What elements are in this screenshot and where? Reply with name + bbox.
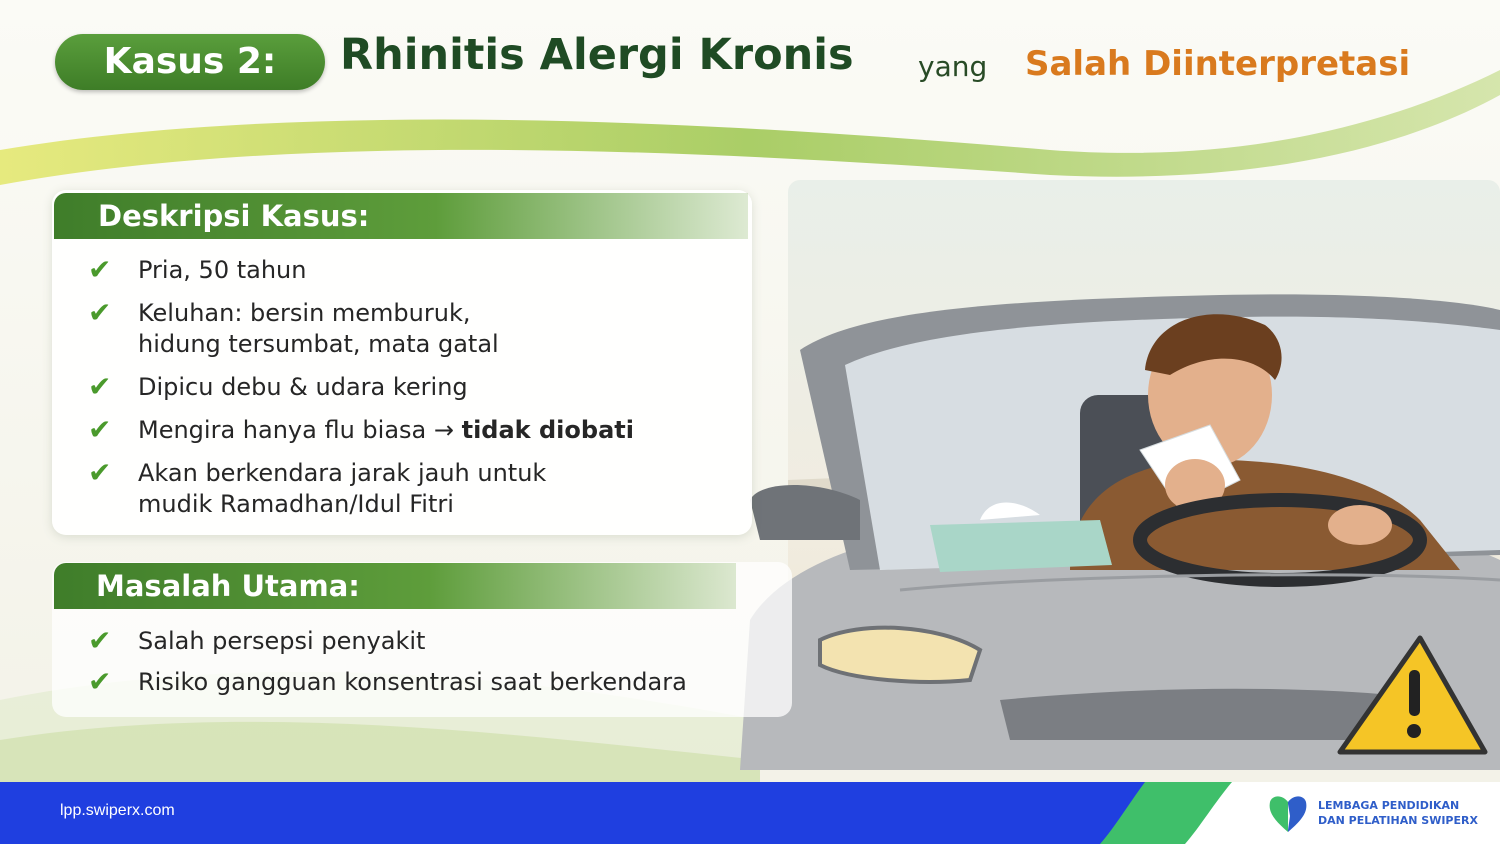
logo-text <box>1318 798 1478 828</box>
list-item <box>88 458 748 520</box>
title-accent: Salah Diinterpretasi <box>1025 44 1411 84</box>
check-icon: ✔ <box>88 370 112 403</box>
list-item <box>88 372 748 403</box>
logo-icon <box>1268 792 1308 834</box>
list-item-line: Risiko gangguan konsentrasi saat berkendara <box>138 668 687 696</box>
list-item <box>88 415 748 446</box>
driver-sneezing-illustration <box>740 180 1500 770</box>
organization-logo <box>1268 792 1488 836</box>
list-item <box>88 667 808 698</box>
list-item-line: Salah persepsi penyakit <box>138 627 426 655</box>
problem-heading: Masalah Utama: <box>54 563 736 609</box>
list-item-line <box>138 415 748 446</box>
list-item-line: Keluhan: bersin memburuk, <box>138 299 471 327</box>
check-icon: ✔ <box>88 456 112 489</box>
list-item <box>88 255 748 286</box>
description-list <box>88 255 748 532</box>
list-item-text: Mengira hanya flu biasa → <box>138 416 462 444</box>
list-item <box>88 298 748 360</box>
list-item-line: hidung tersumbat, mata gatal <box>138 330 499 358</box>
list-item-line: Akan berkendara jarak jauh untuk <box>138 459 547 487</box>
case-badge: Kasus 2: <box>55 34 325 90</box>
check-icon: ✔ <box>88 665 112 698</box>
list-item-line: Pria, 50 tahun <box>138 256 307 284</box>
list-item-line: mudik Ramadhan/Idul Fitri <box>138 490 454 518</box>
logo-line-1: LEMBAGA PENDIDIKAN <box>1318 799 1460 812</box>
check-icon: ✔ <box>88 624 112 657</box>
description-heading: Deskripsi Kasus: <box>54 193 748 239</box>
footer <box>0 782 1500 844</box>
logo-line-2: DAN PELATIHAN SWIPERX <box>1318 814 1478 827</box>
list-item <box>88 626 808 657</box>
title-connector: yang <box>918 50 988 83</box>
check-icon: ✔ <box>88 413 112 446</box>
page-title: Rhinitis Alergi Kronis <box>340 30 854 80</box>
list-item-bold-text: tidak diobati <box>461 416 634 444</box>
footer-url[interactable]: lpp.swiperx.com <box>60 802 175 819</box>
check-icon: ✔ <box>88 296 112 329</box>
check-icon: ✔ <box>88 253 112 286</box>
list-item-line: Dipicu debu & udara kering <box>138 373 468 401</box>
problem-list <box>88 626 808 708</box>
